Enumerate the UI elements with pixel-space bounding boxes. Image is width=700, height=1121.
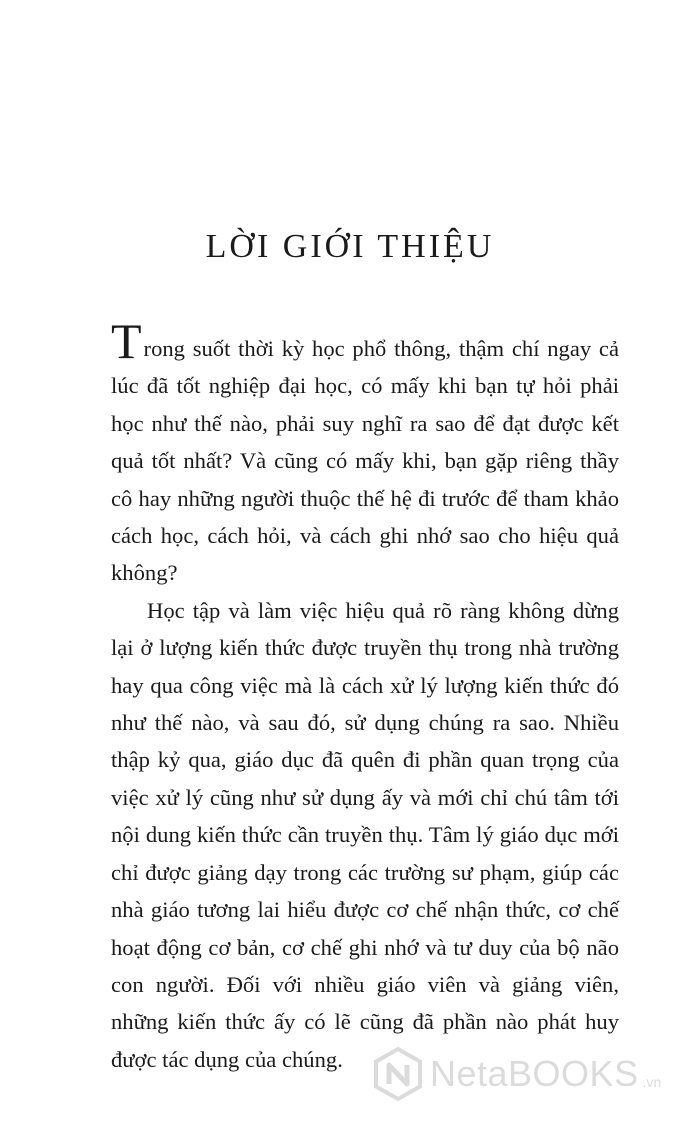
paragraph-2 bbox=[111, 592, 619, 1078]
drop-cap-letter: T bbox=[111, 313, 142, 369]
body-text bbox=[111, 313, 619, 1078]
paragraph-2-text: Học tập và làm việc hiệu quả rõ ràng không dừng lại ở lượng kiến thức được truyền thụ trong nhà trường hay qua công việc mà là cách xử lý lượng kiến thức đó như thế nào, và sau đó, sử dụng chúng ra sao. Nhiều thập kỷ qua, giáo dục đã quên đi phần quan trọng của việc xử lý cũng như sử dụng ấy và mới chỉ chú tâm tới nội dung kiến thức cần truyền thụ. Tâm lý giáo dục mới chỉ được giảng dạy trong các trường sư phạm, giúp các nhà giáo tương lai hiểu được cơ chế nhận thức, cơ chế hoạt động cơ bản, cơ chế ghi nhớ và tư duy của bộ não con người. Đối với nhiều giáo viên và giảng viên, những kiến thức ấy có lẽ cũng đã phần nào phát huy được tác dụng của chúng. bbox=[111, 597, 619, 1072]
chapter-title: LỜI GIỚI THIỆU bbox=[205, 228, 495, 265]
netabooks-logo-icon bbox=[370, 1046, 426, 1102]
watermark-brand: NetaBOOKS bbox=[430, 1053, 639, 1094]
watermark-suffix: .vn bbox=[642, 1074, 662, 1090]
watermark bbox=[370, 1044, 690, 1104]
paragraph-1-text: rong suốt thời kỳ học phổ thông, thậm chí ngay cả lúc đã tốt nghiệp đại học, có mấy khi bạn tự hỏi phải học như thế nào, phải suy nghĩ ra sao để đạt được kết quả tốt nhất? Và cũng có mấy khi, bạn gặp riêng thầy cô hay những người thuộc thế hệ đi trước để tham khảo cách học, cách hỏi, và cách ghi nhớ sao cho hiệu quả không? bbox=[111, 336, 619, 586]
paragraph-1 bbox=[111, 313, 619, 592]
